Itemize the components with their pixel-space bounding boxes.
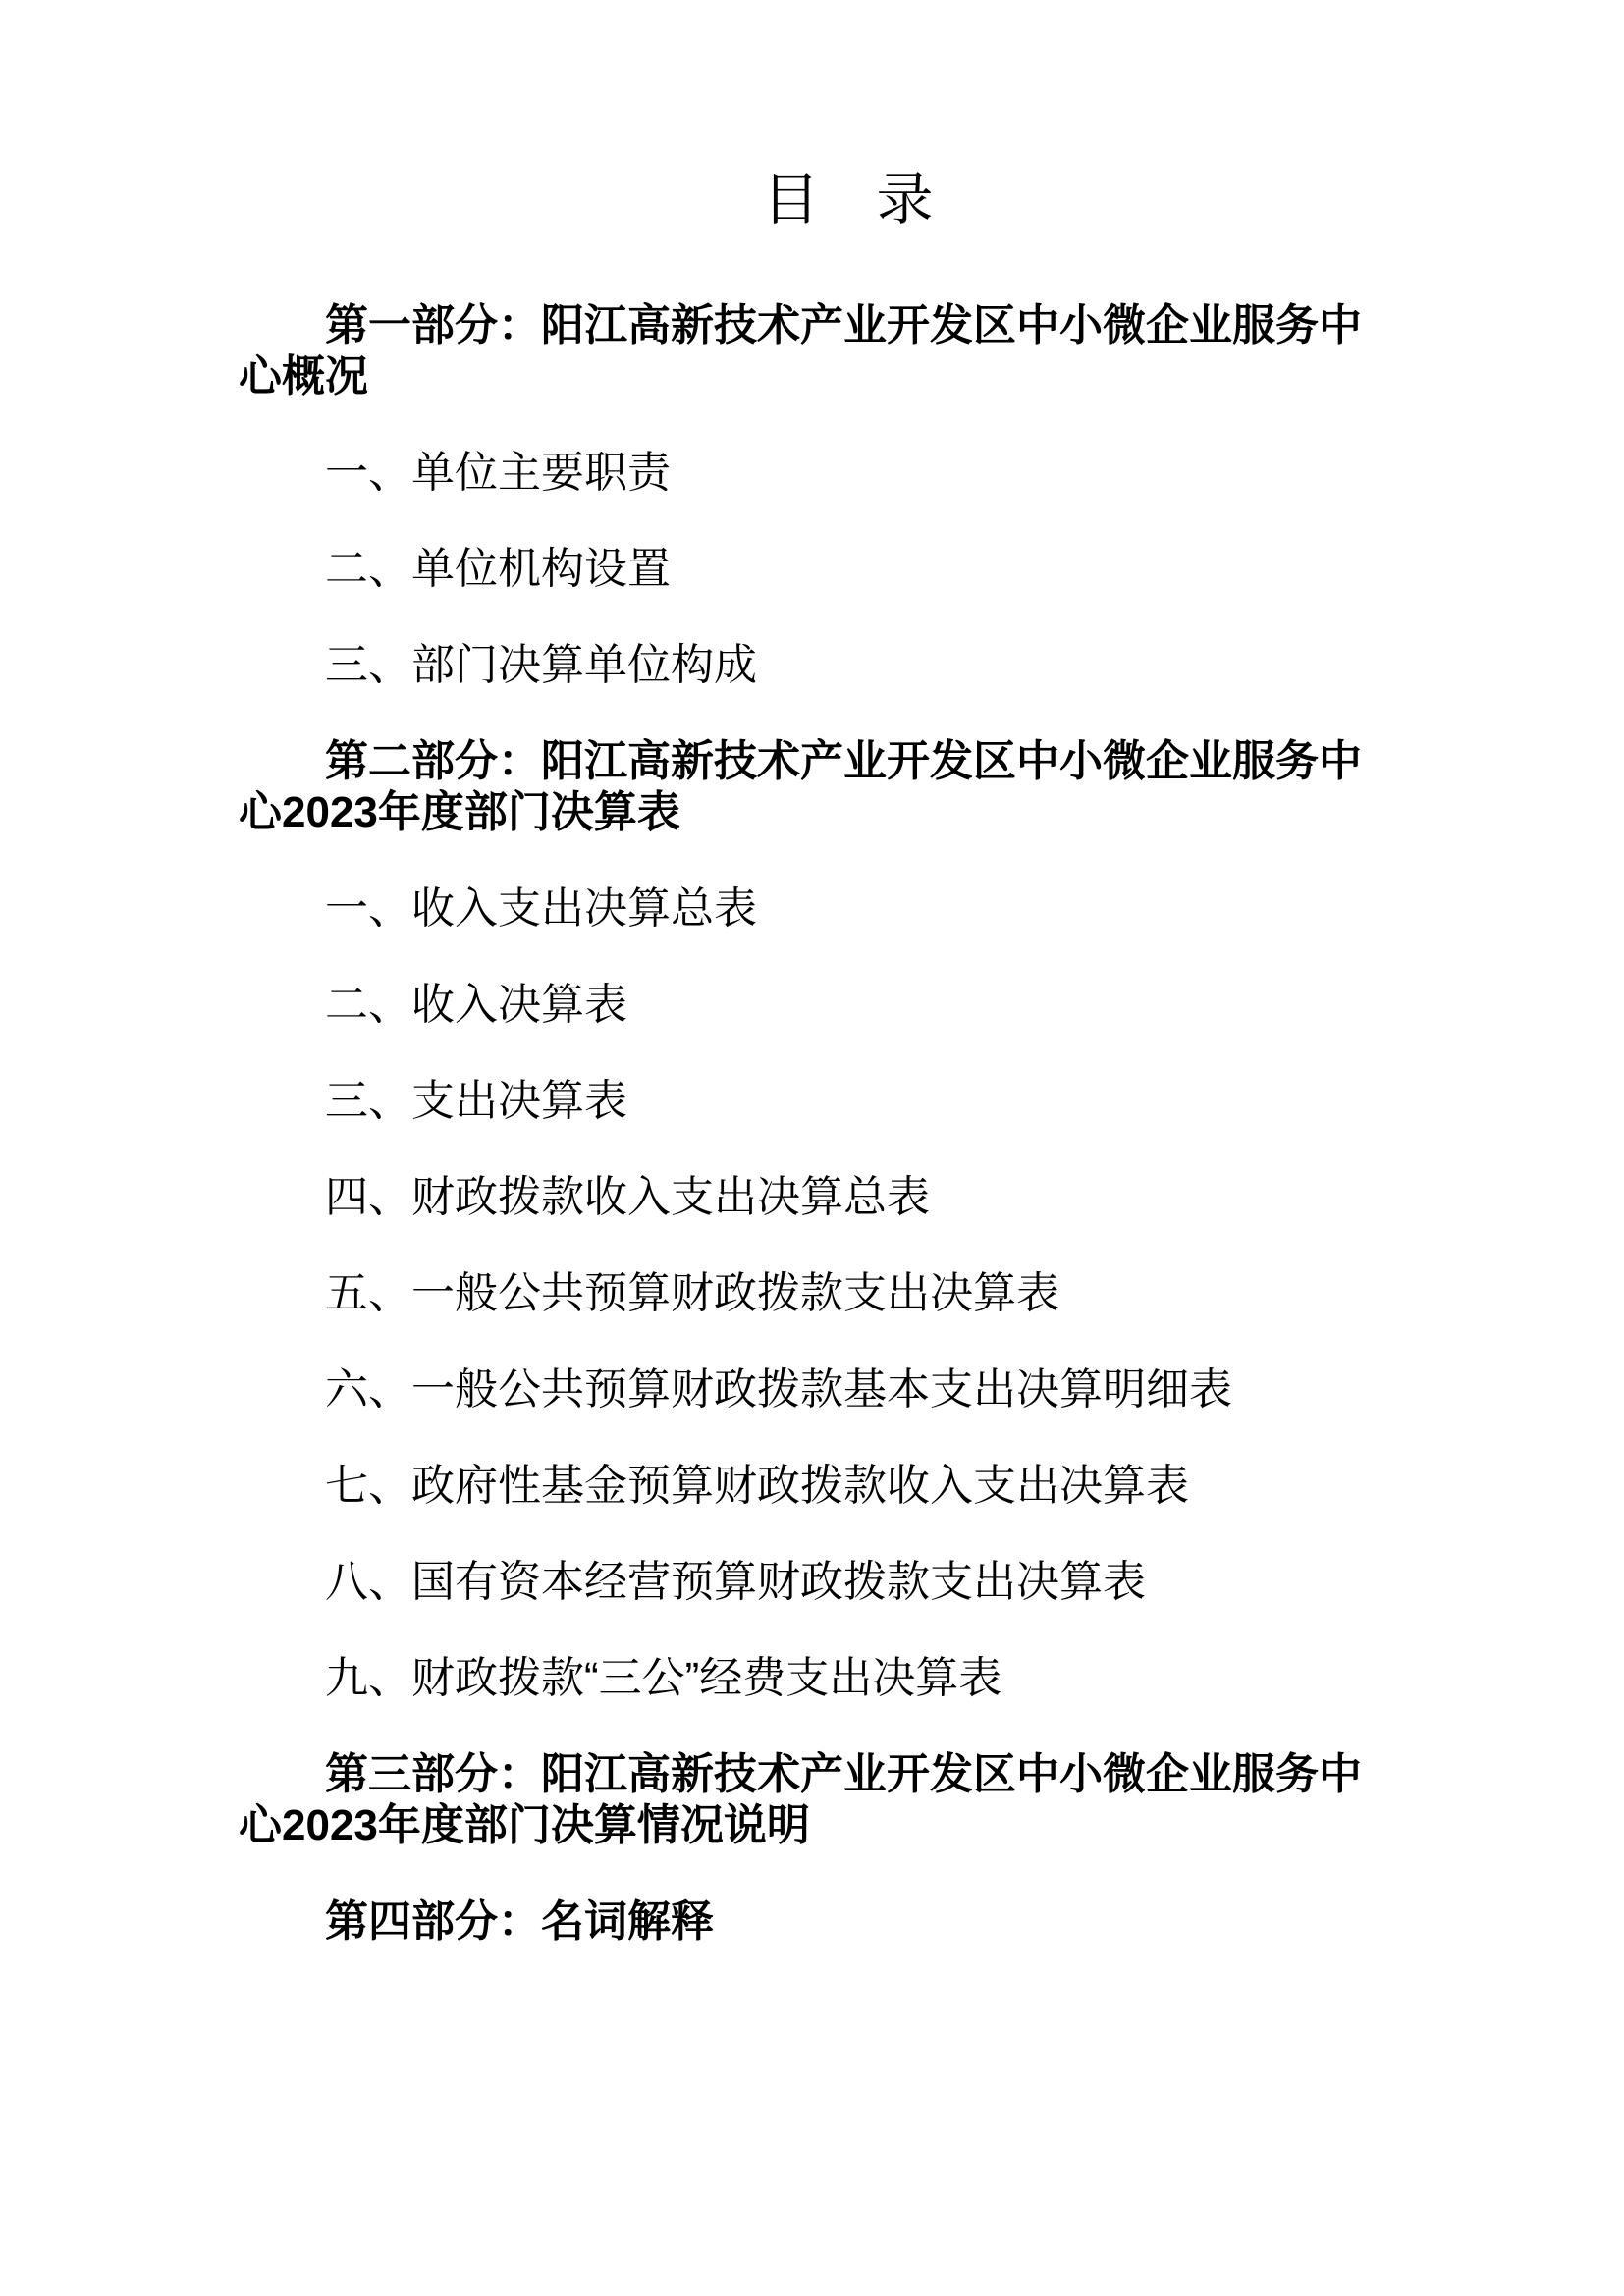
toc-item-part2-6: 六、一般公共预算财政拨款基本支出决算明细表 — [325, 1365, 1232, 1414]
toc-item-part2-2: 二、收入决算表 — [325, 981, 627, 1029]
part3-heading — [239, 1749, 1457, 1851]
part1-heading — [239, 300, 1457, 402]
toc-item-part2-9: 九、财政拨款“三公”经费支出决算表 — [325, 1654, 1002, 1702]
part4-heading-line1: 第四部分：名词解释 — [325, 1897, 714, 1946]
part4-heading — [239, 1896, 1457, 1948]
toc-item-part1-3: 三、部门决算单位构成 — [325, 641, 757, 689]
toc-item-part2-8: 八、国有资本经营预算财政拨款支出决算表 — [325, 1558, 1146, 1606]
page-title: 目 录 — [762, 168, 934, 232]
toc-item-part1-2: 二、单位机构设置 — [325, 545, 671, 593]
toc-item-part2-3: 三、支出决算表 — [325, 1077, 627, 1125]
toc-item-part2-4: 四、财政拨款收入支出决算总表 — [325, 1173, 930, 1221]
part2-heading-line2: 心2023年度部门决算表 — [239, 788, 680, 836]
toc-item-part2-5: 五、一般公共预算财政拨款支出决算表 — [325, 1269, 1059, 1317]
toc-item-part1-1: 一、单位主要职责 — [325, 449, 671, 497]
toc-item-part2-7: 七、政府性基金预算财政拨款收入支出决算表 — [325, 1462, 1189, 1510]
part3-heading-line2: 心2023年度部门决算情况说明 — [239, 1801, 810, 1849]
part1-heading-line1: 第一部分：阳江高新技术产业开发区中小微企业服务中 — [325, 301, 1362, 349]
part3-heading-line1: 第三部分：阳江高新技术产业开发区中小微企业服务中 — [325, 1750, 1362, 1798]
toc-item-part2-1: 一、收入支出决算总表 — [325, 884, 757, 933]
part2-heading — [239, 736, 1457, 838]
part2-heading-line1: 第二部分：阳江高新技术产业开发区中小微企业服务中 — [325, 737, 1362, 785]
part1-heading-line2: 心概况 — [239, 352, 368, 400]
